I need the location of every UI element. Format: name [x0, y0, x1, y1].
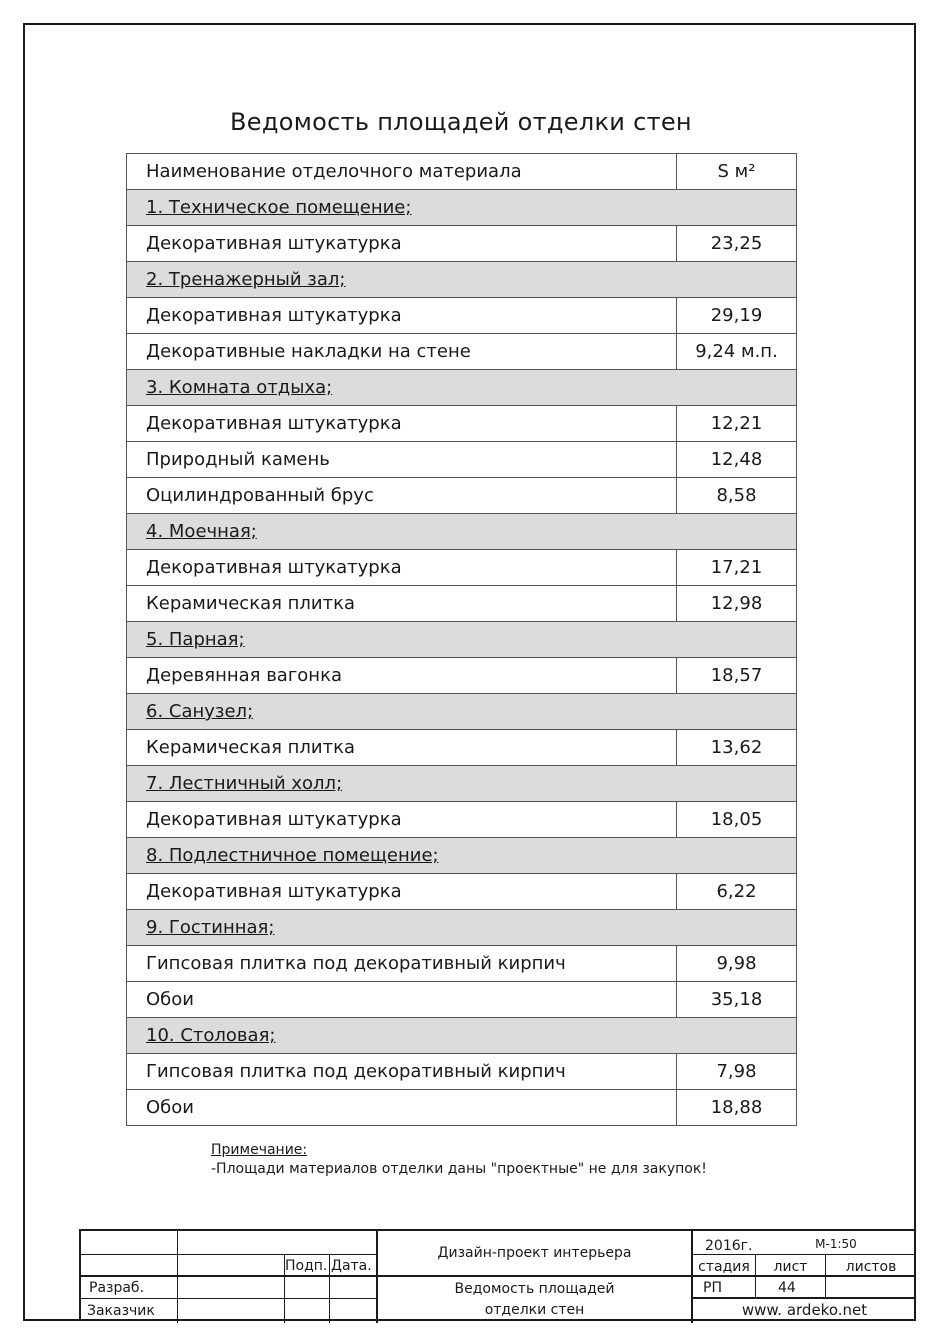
area-value: 17,21 [677, 550, 797, 586]
note-heading: Примечание: [211, 1142, 308, 1158]
table-row [127, 334, 797, 370]
area-value: 23,25 [677, 226, 797, 262]
header-area: S м² [677, 154, 797, 190]
table-row [127, 586, 797, 622]
material-name: Декоративная штукатурка [127, 874, 677, 910]
area-value: 7,98 [677, 1054, 797, 1090]
note-text: -Площади материалов отделки даны "проектные" не для закупок! [211, 1161, 707, 1177]
material-name: Керамическая плитка [127, 730, 677, 766]
section-row [127, 370, 797, 406]
material-name: Оцилиндрованный брус [127, 478, 677, 514]
section-row [127, 622, 797, 658]
title-block [79, 1229, 916, 1321]
table-row [127, 550, 797, 586]
sheets-label: листов [845, 1259, 897, 1275]
area-value: 29,19 [677, 298, 797, 334]
sheet-number: 44 [778, 1280, 796, 1296]
website: www. ardeko.net [741, 1301, 868, 1319]
header-material: Наименование отделочного материала [127, 154, 677, 190]
area-value: 35,18 [677, 982, 797, 1018]
material-name: Декоративная штукатурка [127, 802, 677, 838]
stage-value: РП [703, 1280, 722, 1296]
finishing-areas-table [126, 153, 797, 1126]
section-row [127, 838, 797, 874]
material-name: Декоративная штукатурка [127, 550, 677, 586]
table-row [127, 298, 797, 334]
material-name: Декоративная штукатурка [127, 406, 677, 442]
area-value: 6,22 [677, 874, 797, 910]
table-row [127, 226, 797, 262]
signature-label: Подп. [285, 1258, 328, 1274]
area-value: 18,57 [677, 658, 797, 694]
section-row [127, 910, 797, 946]
section-label: 3. Комната отдыха; [127, 370, 797, 406]
area-value: 18,05 [677, 802, 797, 838]
area-value: 13,62 [677, 730, 797, 766]
table-row [127, 406, 797, 442]
document-title: Ведомость площадей отделки стен [230, 108, 692, 136]
table-row [127, 730, 797, 766]
scale: М-1:50 [815, 1237, 857, 1251]
area-value: 8,58 [677, 478, 797, 514]
material-name: Природный камень [127, 442, 677, 478]
sheet-label: лист [773, 1259, 808, 1275]
table-row [127, 802, 797, 838]
section-label: 2. Тренажерный зал; [127, 262, 797, 298]
material-name: Декоративная штукатурка [127, 226, 677, 262]
section-row [127, 1018, 797, 1054]
year: 2016г. [705, 1238, 753, 1254]
section-label: 1. Техническое помещение; [127, 190, 797, 226]
sheet-title-line1: Ведомость площадей [454, 1281, 615, 1297]
table-row [127, 874, 797, 910]
material-name: Гипсовая плитка под декоративный кирпич [127, 1054, 677, 1090]
table-row [127, 946, 797, 982]
sheet-title-line2: отделки стен [484, 1302, 585, 1318]
material-name: Гипсовая плитка под декоративный кирпич [127, 946, 677, 982]
date-label: Дата. [331, 1258, 372, 1274]
table-header-row [127, 154, 797, 190]
material-name: Декоративная штукатурка [127, 298, 677, 334]
table-row [127, 478, 797, 514]
section-row [127, 766, 797, 802]
material-name: Обои [127, 982, 677, 1018]
table-row [127, 1090, 797, 1126]
section-row [127, 262, 797, 298]
section-row [127, 514, 797, 550]
table-row [127, 658, 797, 694]
material-name: Деревянная вагонка [127, 658, 677, 694]
section-row [127, 190, 797, 226]
developer-label: Разраб. [89, 1280, 145, 1296]
area-value: 18,88 [677, 1090, 797, 1126]
area-value: 12,21 [677, 406, 797, 442]
section-label: 7. Лестничный холл; [127, 766, 797, 802]
material-name: Обои [127, 1090, 677, 1126]
section-row [127, 694, 797, 730]
area-value: 12,98 [677, 586, 797, 622]
section-label: 4. Моечная; [127, 514, 797, 550]
table-row [127, 1054, 797, 1090]
section-label: 5. Парная; [127, 622, 797, 658]
table-row [127, 982, 797, 1018]
section-label: 8. Подлестничное помещение; [127, 838, 797, 874]
area-value: 9,24 м.п. [677, 334, 797, 370]
material-name: Керамическая плитка [127, 586, 677, 622]
project-name: Дизайн-проект интерьера [437, 1245, 632, 1261]
table-row [127, 442, 797, 478]
client-label: Заказчик [87, 1303, 155, 1319]
section-label: 6. Санузел; [127, 694, 797, 730]
material-name: Декоративные накладки на стене [127, 334, 677, 370]
section-label: 9. Гостинная; [127, 910, 797, 946]
area-value: 12,48 [677, 442, 797, 478]
section-label: 10. Столовая; [127, 1018, 797, 1054]
stage-label: стадия [698, 1259, 750, 1275]
area-value: 9,98 [677, 946, 797, 982]
note [211, 1141, 707, 1179]
